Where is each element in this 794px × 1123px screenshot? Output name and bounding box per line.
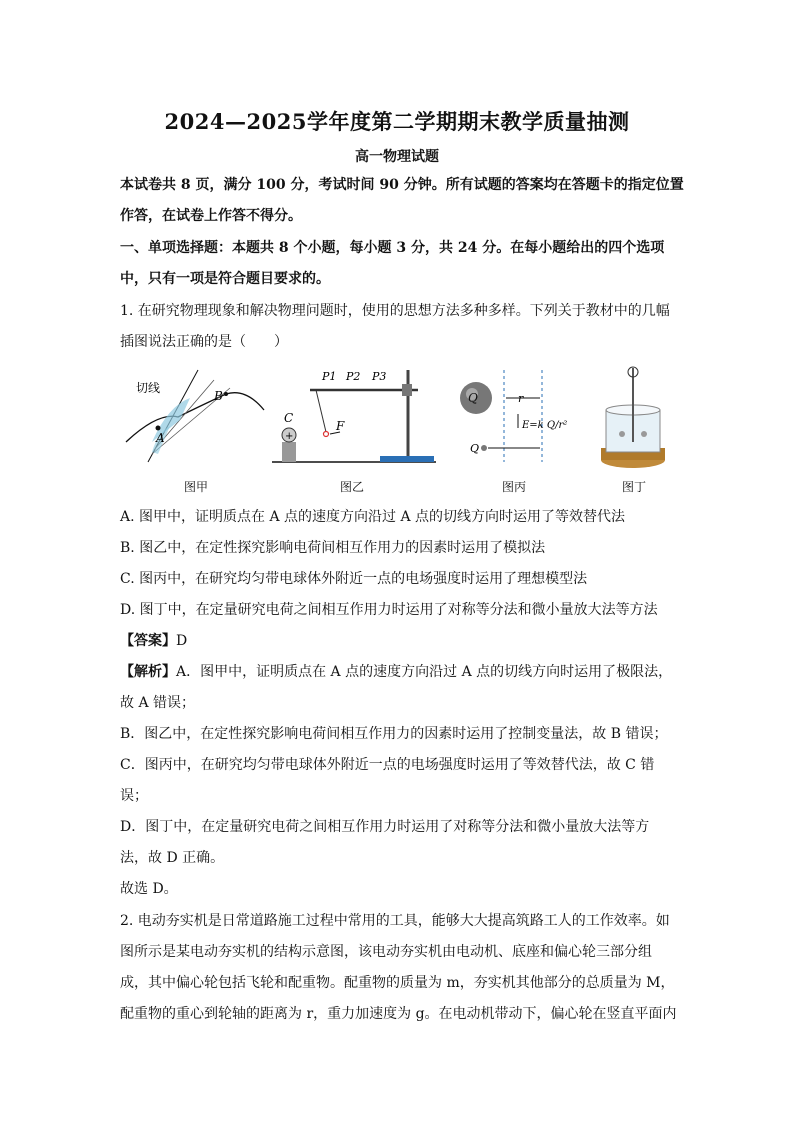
p2-label: P2 [346, 370, 361, 383]
figure-yi-caption: 图乙 [339, 480, 364, 494]
question-1-stem [120, 296, 680, 358]
q-point-label: Q [470, 442, 480, 455]
stem-line: 图所示是某电动夯实机的结构示意图，该电动夯实机由电动机、底座和偏心轮三部分组 [120, 944, 652, 960]
answer-tag: 【答案】 [120, 633, 176, 649]
question-1-figures [118, 362, 684, 494]
field-formula: E=k Q/r² [522, 420, 568, 431]
figure-jia-illustration [118, 362, 268, 474]
stem-line: 1. 在研究物理现象和解决物理问题时，使用的思想方法多种多样。下列关于教材中的几幅 [120, 303, 670, 319]
section-line: 一、单项选择题：本题共 8 个小题，每小题 3 分，共 24 分。在每小题给出的四个选项 [120, 240, 665, 256]
analysis-tag: 【解析】 [120, 664, 176, 680]
svg-text:+: + [285, 431, 294, 442]
analysis-line: C．图丙中，在研究均匀带电球体外附近一点的电场强度时运用了等效替代法，故 C 错 [120, 757, 655, 773]
figure-jia-caption: 图甲 [183, 480, 208, 494]
q-sphere-label: Q [468, 391, 478, 405]
instruction-line: 作答，在试卷上作答不得分。 [120, 208, 302, 224]
exam-instructions [120, 170, 684, 232]
figure-bing-illustration [458, 362, 568, 474]
stem-line: 插图说法正确的是（ ） [120, 334, 288, 350]
stem-line: 2. 电动夯实机是日常道路施工过程中常用的工具，能够大大提高筑路工人的工作效率。如 [120, 913, 670, 929]
answer-line [120, 626, 680, 657]
tangent-label: 切线 [136, 381, 161, 395]
analysis-line: 故 A 错误； [120, 695, 196, 711]
point-b-label: B [214, 389, 223, 403]
analysis-text: A．图甲中，证明质点在 A 点的速度方向沿过 A 点的切线方向时运用了极限法， [176, 664, 673, 680]
question-2-stem [120, 906, 680, 1030]
section-heading [120, 233, 680, 295]
figure-ding-illustration [598, 362, 668, 474]
figure-ding-caption: 图丁 [621, 480, 646, 494]
point-a-label: A [156, 431, 165, 445]
instruction-line: 本试卷共 8 页，满分 100 分，考试时间 90 分钟。所有试题的答案均在答题卡的指定位置 [120, 177, 684, 193]
f-label: F [336, 419, 345, 433]
c-label: C [284, 411, 294, 425]
answer-value: D [176, 633, 188, 649]
p1-label: P1 [322, 370, 337, 383]
page-title: 2024—2025学年度第二学期期末教学质量抽测 [164, 109, 630, 134]
option-a: A. 图甲中，证明质点在 A 点的速度方向沿过 A 点的切线方向时运用了等效替代法 [120, 509, 626, 525]
question-1-options [120, 502, 680, 626]
question-1-solution [120, 626, 680, 905]
figure-yi-illustration [268, 362, 440, 474]
analysis-line [120, 657, 680, 688]
section-line: 中，只有一项是符合题目要求的。 [120, 271, 330, 287]
option-b: B. 图乙中，在定性探究影响电荷间相互作用力的因素时运用了模拟法 [120, 540, 546, 556]
stem-line: 成，其中偏心轮包括飞轮和配重物。配重物的质量为 m，夯实机其他部分的总质量为 M， [120, 975, 675, 991]
page-subtitle: 高一物理试题 [355, 149, 439, 165]
analysis-line: 误； [120, 788, 148, 804]
analysis-line: 故选 D。 [120, 881, 178, 897]
analysis-line: B．图乙中，在定性探究影响电荷间相互作用力的因素时运用了控制变量法，故 B 错误； [120, 726, 668, 742]
p3-label: P3 [372, 370, 387, 383]
analysis-line: D．图丁中，在定量研究电荷之间相互作用力时运用了对称等分法和微小量放大法等方 [120, 819, 650, 835]
analysis-line: 法，故 D 正确。 [120, 850, 225, 866]
option-d: D. 图丁中，在定量研究电荷之间相互作用力时运用了对称等分法和微小量放大法等方法 [120, 602, 658, 618]
option-c: C. 图丙中，在研究均匀带电球体外附近一点的电场强度时运用了理想模型法 [120, 571, 588, 587]
figure-bing-caption: 图丙 [501, 480, 526, 494]
stem-line: 配重物的重心到轮轴的距离为 r，重力加速度为 g。在电动机带动下，偏心轮在竖直平面内 [120, 1006, 677, 1022]
r-label: r [518, 392, 524, 405]
